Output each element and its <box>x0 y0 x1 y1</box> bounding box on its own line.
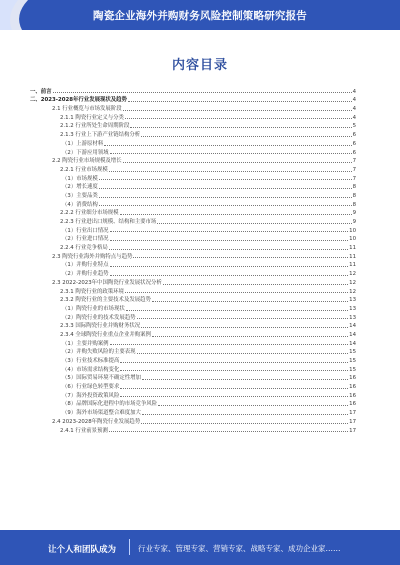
toc-dot-leader <box>99 188 352 189</box>
toc-dot-leader <box>120 214 352 215</box>
toc-dot-leader <box>133 257 348 258</box>
toc-entry-page-number: 17 <box>349 427 356 434</box>
toc-entry[interactable] <box>30 390 356 399</box>
toc-entry-page-number: 10 <box>349 227 356 234</box>
report-title: 陶瓷企业海外并购财务风险控制策略研究报告 <box>93 10 307 22</box>
toc-entry-page-number: 14 <box>349 331 356 338</box>
toc-entry[interactable] <box>30 381 356 390</box>
toc-entry[interactable] <box>30 312 356 321</box>
toc-entry[interactable] <box>30 129 356 138</box>
toc-entry-label: 2.1 行业概览与市场发展阶段 <box>52 106 122 113</box>
toc-entry[interactable] <box>30 103 356 112</box>
toc-dot-leader <box>109 171 352 172</box>
toc-entry-label: （2）下游应用领域 <box>62 149 109 156</box>
toc-entry[interactable] <box>30 295 356 304</box>
toc-entry-label: （3）主要品类 <box>62 192 98 199</box>
toc-dot-leader <box>142 414 348 415</box>
toc-entry-label: （7）海外投资政策风险 <box>62 392 120 399</box>
toc-entry-page-number: 7 <box>352 175 356 182</box>
toc-dot-leader <box>110 153 352 154</box>
toc-entry-page-number: 6 <box>352 140 356 147</box>
toc-entry[interactable] <box>30 216 356 225</box>
toc-entry[interactable] <box>30 425 356 434</box>
toc-entry[interactable] <box>30 355 356 364</box>
toc-dot-leader <box>53 92 352 93</box>
toc-entry-label: （1）陶瓷行业的市场现状 <box>62 305 125 312</box>
toc-entry-page-number: 10 <box>349 236 356 243</box>
toc-dot-leader <box>110 231 349 232</box>
toc-entry-page-number: 4 <box>352 106 356 113</box>
toc-entry-label: （1）主要并购案例 <box>62 340 109 347</box>
footer-slogan-right: 行业专家、管理专家、营销专家、战略专家、成功企业家…… <box>138 544 341 553</box>
toc-entry-label: 一、前言 <box>30 88 52 95</box>
toc-entry-page-number: 13 <box>349 297 356 304</box>
toc-entry[interactable] <box>30 329 356 338</box>
toc-entry-page-number: 16 <box>349 401 356 408</box>
toc-entry-page-number: 12 <box>349 271 356 278</box>
toc-entry-page-number: 11 <box>349 245 356 252</box>
toc-entry-label: 2.3 陶瓷行业海外并购特点与趋势 <box>52 253 133 260</box>
toc-entry-page-number: 15 <box>349 358 356 364</box>
toc-entry-page-number: 13 <box>349 305 356 312</box>
toc-entry-label: 二、2023-2028年行业发展现状及趋势 <box>30 97 127 104</box>
toc-dot-leader <box>110 344 349 345</box>
toc-entry[interactable] <box>30 321 356 330</box>
toc-dot-leader <box>128 101 352 102</box>
toc-entry-label: （4）市场需求结构变化 <box>62 366 120 373</box>
toc-dot-leader <box>120 370 348 371</box>
toc-entry-page-number: 5 <box>352 123 356 130</box>
toc-dot-leader <box>125 118 352 119</box>
toc-entry-label: 2.3 2022-2023年中国陶瓷行业发展状况分析 <box>52 279 162 286</box>
toc-entry-page-number: 17 <box>349 418 356 425</box>
page-footer-banner <box>0 530 400 565</box>
toc-dot-leader <box>123 110 352 111</box>
footer-slogan-left: 让个人和团队成为 <box>48 545 117 555</box>
toc-entry[interactable] <box>30 173 356 182</box>
toc-dot-leader <box>137 318 349 319</box>
toc-entry-label: （1）行业出口情况 <box>62 227 109 234</box>
toc-entry-label: （8）品牌国际化进程中的市场竞争风险 <box>62 401 158 408</box>
toc-entry-page-number: 16 <box>349 375 356 382</box>
toc-entry[interactable] <box>30 373 356 382</box>
toc-entry-page-number: 7 <box>352 158 356 165</box>
toc-entry-label: 2.1.1 陶瓷行业定义与分类 <box>60 114 124 121</box>
toc-entry-label: （1）市场规模 <box>62 175 98 182</box>
toc-entry[interactable] <box>30 399 356 408</box>
toc-entry-label: （2）行业进口情况 <box>62 236 109 243</box>
toc-entry-page-number: 8 <box>352 184 356 191</box>
toc-dot-leader <box>157 223 351 224</box>
toc-entry-page-number: 15 <box>349 349 356 356</box>
toc-dot-leader <box>123 162 352 163</box>
toc-entry-label: （1）并购行业特点 <box>62 262 109 269</box>
toc-dot-leader <box>120 388 348 389</box>
toc-entry[interactable] <box>30 190 356 199</box>
toc-entry[interactable] <box>30 416 356 425</box>
toc-dot-leader <box>110 275 349 276</box>
toc-entry-label: 2.3.1 陶瓷行业的政策环境 <box>60 288 124 295</box>
toc-entry[interactable] <box>30 234 356 243</box>
toc-dot-leader <box>152 336 348 337</box>
toc-entry[interactable] <box>30 260 356 269</box>
toc-dot-leader <box>141 327 348 328</box>
footer-divider <box>129 539 130 555</box>
toc-dot-leader <box>104 145 351 146</box>
toc-entry-label: 2.1.2 行业所处生命周期阶段 <box>60 123 130 130</box>
toc-entry-page-number: 12 <box>349 279 356 286</box>
toc-entry-page-number: 13 <box>349 314 356 321</box>
toc-dot-leader <box>137 353 349 354</box>
toc-entry-label: 2.1.3 行业上下游产业链结构分析 <box>60 132 141 139</box>
toc-entry-label: 2.2.2 行业细分市场规模 <box>60 210 119 217</box>
toc-entry-label: （3）行业技术标准提高 <box>62 358 120 364</box>
toc-entry-page-number: 17 <box>349 410 356 417</box>
toc-entry-label: （1）上游原材料 <box>62 140 104 147</box>
toc-entry[interactable] <box>30 138 356 147</box>
toc-entry[interactable] <box>30 347 356 356</box>
toc-entry[interactable] <box>30 164 356 173</box>
toc-entry[interactable] <box>30 286 356 295</box>
toc-entry[interactable] <box>30 112 356 121</box>
toc-dot-leader <box>109 249 348 250</box>
toc-entry-label: 2.2.3 行业进出口规模、结构和主要市场 <box>60 219 157 225</box>
toc-entry-page-number: 16 <box>349 384 356 391</box>
toc-entry-label: （9）海外市场渠道整合难度加大 <box>62 410 141 417</box>
toc-dot-leader <box>99 205 352 206</box>
toc-entry-page-number: 12 <box>349 288 356 295</box>
toc-entry[interactable] <box>30 268 356 277</box>
toc-entry-label: 2.2.1 行业市场规模 <box>60 166 108 173</box>
toc-heading: 内容目录 <box>171 58 228 73</box>
toc-entry-label: 2.3.4 全球陶瓷行业重点企业并购案例 <box>60 331 151 338</box>
toc-dot-leader <box>142 379 348 380</box>
toc-entry-label: （5）国际贸易环境不确定性增加 <box>62 375 141 382</box>
toc-entry-label: （2）并购失败风险的主要表现 <box>62 349 136 356</box>
toc-entry-label: （4）消费结构 <box>62 201 98 208</box>
toc-entry[interactable] <box>30 208 356 217</box>
toc-entry-page-number: 14 <box>349 340 356 347</box>
toc-entry[interactable] <box>30 364 356 373</box>
toc-dot-leader <box>120 396 348 397</box>
toc-entry-page-number: 4 <box>352 114 356 121</box>
toc-dot-leader <box>110 266 349 267</box>
toc-dot-leader <box>152 301 348 302</box>
toc-dot-leader <box>141 136 351 137</box>
toc-entry[interactable] <box>30 251 356 260</box>
toc-entry-label: 2.2.4 行业竞争格局 <box>60 245 108 252</box>
toc-entry-page-number: 8 <box>352 192 356 199</box>
toc-entry-page-number: 4 <box>352 88 356 95</box>
toc-entry[interactable] <box>30 182 356 191</box>
toc-entry[interactable] <box>30 121 356 130</box>
toc-entry[interactable] <box>30 147 356 156</box>
toc-entry-label: （2）增长速度 <box>62 184 98 191</box>
toc-entry-page-number: 8 <box>352 201 356 208</box>
toc-entry[interactable] <box>30 303 356 312</box>
toc-entry-page-number: 11 <box>349 262 356 269</box>
toc-entry[interactable] <box>30 338 356 347</box>
toc-entry-label: 2.3.3 国际陶瓷行业并购财务状况 <box>60 323 141 330</box>
toc-entry-page-number: 7 <box>352 166 356 173</box>
toc-entry-label: 2.3.2 陶瓷行业的主要技术及发展趋势 <box>60 297 151 304</box>
toc-entry-label: （6）行业绿色转型要求 <box>62 384 120 391</box>
toc-entry-page-number: 6 <box>352 149 356 156</box>
toc-entry-label: 2.2 陶瓷行业市场规模及增长 <box>52 158 122 165</box>
toc-dot-leader <box>120 362 348 363</box>
toc-dot-leader <box>99 197 352 198</box>
toc-entry-page-number: 16 <box>349 392 356 399</box>
toc-dot-leader <box>110 240 349 241</box>
toc-entry-page-number: 9 <box>352 210 356 217</box>
toc-dot-leader <box>109 431 348 432</box>
table-of-contents <box>30 86 356 434</box>
toc-dot-leader <box>125 292 348 293</box>
toc-dot-leader <box>99 179 352 180</box>
toc-entry-label: （2）陶瓷行业的技术发展趋势 <box>62 314 136 321</box>
toc-entry-page-number: 4 <box>352 97 356 104</box>
toc-entry[interactable] <box>30 225 356 234</box>
toc-dot-leader <box>158 405 348 406</box>
toc-entry-page-number: 6 <box>352 132 356 139</box>
toc-entry[interactable] <box>30 156 356 165</box>
toc-entry-page-number: 15 <box>349 366 356 373</box>
toc-entry-label: 2.4 2023-2028年陶瓷行业发展趋势 <box>52 418 141 425</box>
toc-entry-page-number: 14 <box>349 323 356 330</box>
toc-dot-leader <box>163 284 348 285</box>
toc-entry[interactable] <box>30 86 356 95</box>
toc-dot-leader <box>130 127 351 128</box>
toc-entry[interactable] <box>30 277 356 286</box>
toc-dot-leader <box>126 310 348 311</box>
toc-entry-label: （2）并购行业趋势 <box>62 271 109 278</box>
toc-entry-page-number: 11 <box>349 253 356 260</box>
toc-entry[interactable] <box>30 407 356 416</box>
toc-dot-leader <box>141 423 348 424</box>
page-header-banner <box>0 0 400 30</box>
toc-entry-label: 2.4.1 行业前景预测 <box>60 427 108 434</box>
toc-entry[interactable] <box>30 199 356 208</box>
toc-entry[interactable] <box>30 242 356 251</box>
toc-entry[interactable] <box>30 95 356 104</box>
toc-entry-page-number: 9 <box>352 219 356 225</box>
